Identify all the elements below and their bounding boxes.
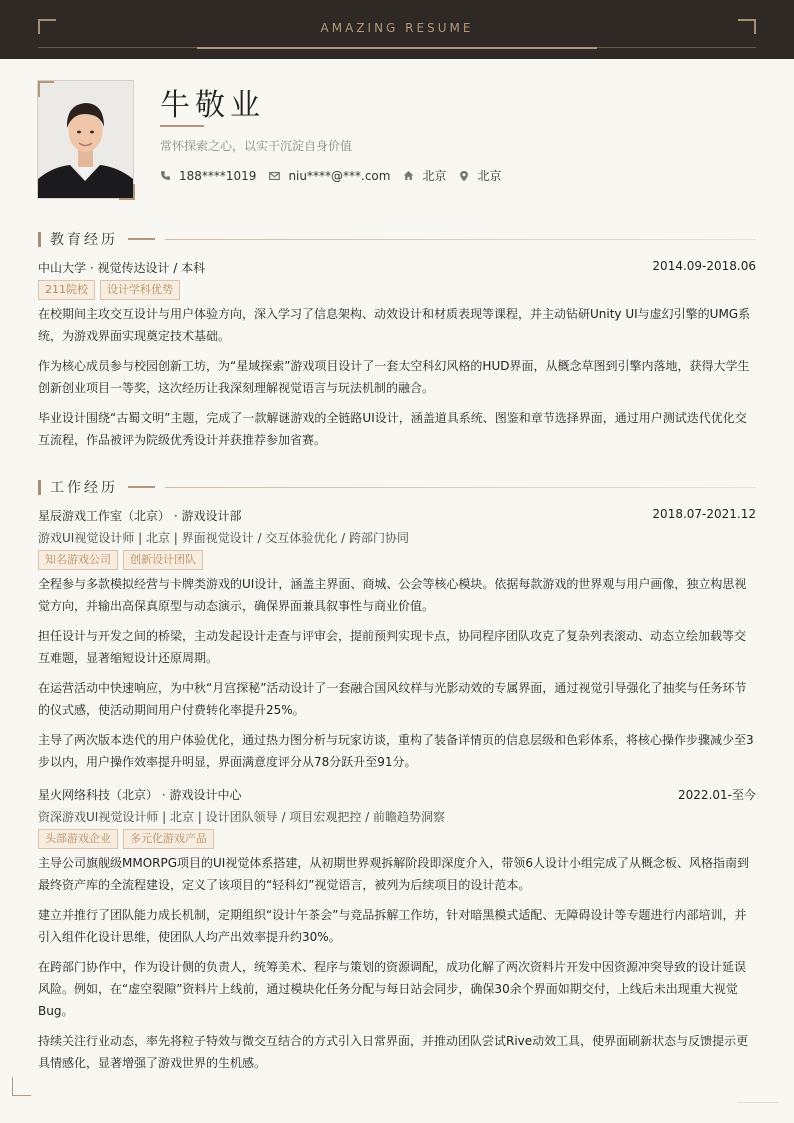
phone-icon xyxy=(160,170,171,181)
education-tags xyxy=(38,280,185,300)
job-paragraph: 在跨部门协作中，作为设计侧的负责人，统筹美术、程序与策划的资源调配，成功化解了两次资料片开发中因资源冲突导致的设计延误风险。例如，在“虚空裂隙”资料片上线前，通过模块化任务分配与每日站会同步，确保30余个界面如期交付，上线后未出现重大视觉Bug。 xyxy=(38,960,747,1018)
contact-home xyxy=(403,167,446,184)
education-paragraph: 作为核心成员参与校园创新工坊，为“星域探索”游戏项目设计了一套太空科幻风格的HUD界面，从概念草图到引擎内落地，获得大学生创新创业项目一等奖，这次经历让我深刻理解视觉语言与玩法机制的融合。 xyxy=(38,359,750,395)
job-role: 资深游戏UI视觉设计师 | 北京 | 设计团队领导 / 项目宏观把控 / 前瞻趋势洞察 xyxy=(38,810,446,824)
section-marker xyxy=(38,232,41,247)
education-paragraph: 在校期间主攻交互设计与用户体验方向，深入学习了信息架构、动效设计和材质表现等课程，并主动钻研Unity UI与虚幻引擎的UMG系统，为游戏界面实现奠定技术基础。 xyxy=(38,307,751,343)
section-accent-line xyxy=(128,486,155,488)
name-underline xyxy=(160,125,204,127)
job-entry-header xyxy=(38,507,756,524)
profile-photo xyxy=(38,81,133,198)
education-entry-header xyxy=(38,259,756,276)
job-date: 2022.01-至今 xyxy=(678,788,756,802)
tag-badge: 设计学科优势 xyxy=(100,280,180,300)
page-corner-ornament xyxy=(12,1077,31,1096)
job-paragraph: 主导了两次版本迭代的用户体验优化，通过热力图分析与玩家访谈，重构了装备详情页的信息层级和色彩体系，将核心操作步骤减少至3步以内，用户操作效率提升明显，界面满意度评分从78分跃升至91分。 xyxy=(38,733,754,769)
education-paragraph: 毕业设计围绕“古蜀文明”主题，完成了一款解谜游戏的全链路UI设计，涵盖道具系统、图鉴和章节选择界面，通过用户测试迭代优化交互流程，作品被评为院级优秀设计并获推荐参加省赛。 xyxy=(38,411,747,447)
section-accent-line xyxy=(128,238,155,240)
company-name: 星火网络科技（北京） · 游戏设计中心 xyxy=(38,788,242,802)
job-paragraph: 全程参与多款模拟经营与卡牌类游戏的UI设计，涵盖主界面、商城、公会等核心模块。依据每款游戏的世界观与用户画像，独立构思视觉方向，并输出高保真原型与动态演示，确保界面兼具叙事性与商业价值。 xyxy=(38,577,747,613)
banner-title: AMAZING RESUME xyxy=(320,21,474,35)
job-paragraph: 建立并推行了团队能力成长机制，定期组织“设计午茶会”与竞品拆解工作坊，针对暗黑模式适配、无障碍设计等专题进行内部培训，并引入组件化设计思维，使团队人均产出效率提升约30%。 xyxy=(38,908,747,944)
tag-badge: 多元化游戏产品 xyxy=(123,829,214,849)
education-date: 2014.09-2018.06 xyxy=(652,259,756,273)
job-paragraph: 担任设计与开发之间的桥梁，主动发起设计走查与评审会，提前预判实现卡点，协同程序团队攻克了复杂列表滚动、动态立绘加载等交互难题，显著缩短设计还原周期。 xyxy=(38,629,747,665)
candidate-motto: 常怀探索之心，以实干沉淀自身价值 xyxy=(160,139,353,153)
home-icon xyxy=(403,170,414,181)
email-address: niu****@***.com xyxy=(288,168,391,183)
header-banner xyxy=(0,0,794,59)
school-name: 中山大学 · 视觉传达设计 / 本科 xyxy=(38,261,206,275)
tag-badge: 创新设计团队 xyxy=(123,550,203,570)
phone-number: 188****1019 xyxy=(179,168,257,183)
home-city: 北京 xyxy=(422,169,447,183)
job-tags xyxy=(38,550,208,570)
job-entry-header xyxy=(38,786,756,803)
section-divider xyxy=(165,487,756,488)
location-pin-icon xyxy=(459,170,469,182)
banner-accent-line xyxy=(197,47,597,49)
company-name: 星辰游戏工作室（北京） · 游戏设计部 xyxy=(38,509,242,523)
tag-badge: 头部游戏企业 xyxy=(38,829,118,849)
contact-info xyxy=(160,167,514,184)
contact-phone xyxy=(160,169,256,183)
job-paragraph: 持续关注行业动态，率先将粒子特效与微交互结合的方式引入日常界面，并推动团队尝试Rive动效工具，使界面刷新状态与反馈提示更具情感化，显著增强了游戏世界的生机感。 xyxy=(38,1034,749,1070)
photo-corner-ornament xyxy=(38,81,54,97)
contact-email xyxy=(269,169,390,183)
tag-badge: 211院校 xyxy=(38,280,95,300)
education-section-header xyxy=(38,230,756,248)
work-section-header xyxy=(38,478,756,496)
section-divider xyxy=(165,239,756,240)
section-marker xyxy=(38,480,41,495)
job-tags xyxy=(38,829,219,849)
contact-location xyxy=(459,167,501,184)
tag-badge: 知名游戏公司 xyxy=(38,550,118,570)
photo-corner-ornament xyxy=(119,184,135,200)
job-date: 2018.07-2021.12 xyxy=(652,507,756,521)
job-paragraph: 主导公司旗舰级MMORPG项目的UI视觉体系搭建，从初期世界观拆解阶段即深度介入，带领6人设计小组完成了从概念板、风格指南到最终资产库的全流程建设，定义了该项目的“轻科幻”视觉语言，被列为后续项目的设计范本。 xyxy=(38,856,749,892)
location-city: 北京 xyxy=(477,169,502,183)
candidate-name: 牛敬业 xyxy=(160,88,265,123)
section-title: 工作经历 xyxy=(50,480,118,496)
mail-icon xyxy=(269,171,280,181)
job-paragraph: 在运营活动中快速响应，为中秋“月宫探秘”活动设计了一套融合国风纹样与光影动效的专属界面，通过视觉引导强化了抽奖与任务环节的仪式感，使活动期间用户付费转化率提升25%。 xyxy=(38,681,747,717)
section-title: 教育经历 xyxy=(50,232,118,248)
job-role: 游戏UI视觉设计师 | 北京 | 界面视觉设计 / 交互体验优化 / 跨部门协同 xyxy=(38,531,410,545)
page-footer-line xyxy=(737,1102,779,1103)
